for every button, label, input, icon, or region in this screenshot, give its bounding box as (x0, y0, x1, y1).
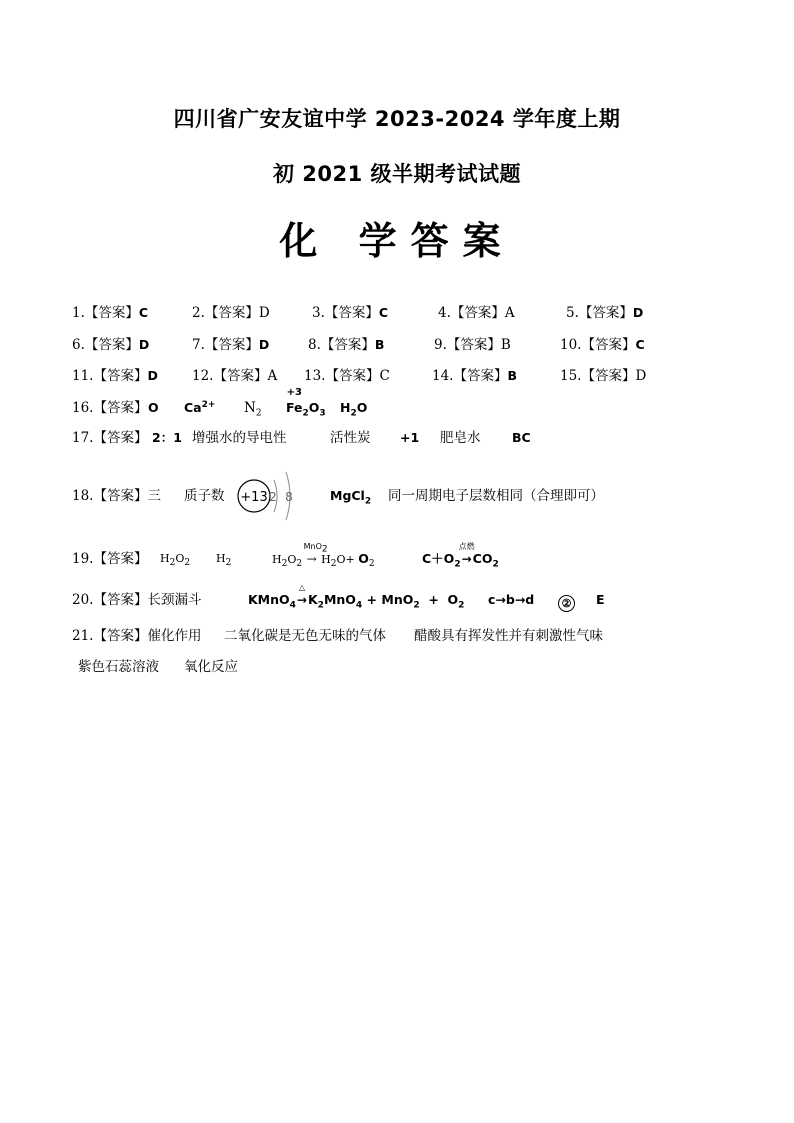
answer-sequence: c→b→d (488, 592, 535, 607)
answer-choice: BC (512, 430, 531, 445)
reaction-arrow: MnO$_2$ → (303, 542, 328, 566)
answer-compound: MgCl$_2$ (330, 488, 372, 507)
exam-title-line1: 四川省广安友谊中学 2023-2024 学年度上期 (173, 107, 621, 131)
answer-item: 6.【答案】D (72, 337, 150, 353)
question-label: 20.【答案】长颈漏斗 (72, 592, 202, 608)
answer-oxygen-symbol: O (148, 400, 159, 415)
shell1-electrons: 2 (269, 490, 277, 504)
answer-hydrogen: $H_2$ (216, 552, 232, 569)
answer-circled-number: ② (558, 591, 575, 615)
answer-hydrogen-peroxide: $H_2O_2$ (160, 552, 191, 569)
answer-iron-oxide: +3 $Fe_2O_3$ (286, 387, 326, 419)
answer-rule: 同一周期电子层数相同（合理即可） (388, 488, 604, 504)
answer-item: 13.【答案】C (304, 368, 390, 384)
question-label: 16.【答案】 (72, 400, 148, 416)
equation-permanganate: KMnO$_4$ △ $\to K_2MnO_4 + MnO_2 + O_2$ (248, 583, 465, 611)
answer-water: $H_2O$ (340, 400, 368, 419)
answer-valence: +1 (400, 430, 420, 445)
exam-title-subject: 化 学答案 (279, 219, 515, 263)
answer-co2-property: 二氧化碳是无色无味的气体 (224, 628, 386, 644)
answer-adsorbent: 活性炭 (330, 430, 371, 446)
atom-structure-diagram (236, 466, 296, 526)
answer-item: 12.【答案】A (192, 368, 278, 384)
answer-item: 3.【答案】C (312, 305, 389, 321)
answer-acetic-property: 醋酸具有挥发性并有刺激性气味 (414, 628, 603, 644)
equation-combustion: $C+O_2$ 点燃 $\to CO_2$ (422, 542, 499, 570)
answer-ratio: 2：1 (152, 430, 182, 445)
answer-proton-number: 质子数 (184, 488, 225, 504)
equation-decomposition: $H_2O_2$ MnO$_2$ → $H_2O+ O_2$ (272, 542, 375, 570)
question-label: 19.【答案】 (72, 551, 148, 567)
question-label: 21.【答案】催化作用 (72, 628, 202, 644)
answer-item: 15.【答案】D (560, 368, 647, 384)
answer-purpose: 增强水的导电性 (192, 430, 287, 446)
question-label: 18.【答案】三 (72, 488, 161, 504)
answer-item: 1.【答案】C (72, 305, 149, 321)
answer-collection-method: E (596, 592, 605, 607)
answer-item: 9.【答案】B (434, 337, 511, 353)
answer-item: 11.【答案】D (72, 368, 158, 384)
reaction-arrow: 点燃 → (458, 542, 475, 566)
answer-item: 2.【答案】D (192, 305, 270, 321)
answer-item: 8.【答案】B (308, 337, 385, 353)
exam-title-line2: 初 2021 级半期考试试题 (272, 162, 522, 186)
answer-nitrogen: $N_2$ (244, 400, 262, 419)
answer-indicator: 紫色石蕊溶液 (78, 659, 159, 675)
shell2-electrons: 8 (285, 490, 293, 504)
answer-reaction-type: 氧化反应 (184, 659, 238, 675)
answer-reagent: 肥皂水 (440, 430, 481, 446)
reaction-arrow: △ → (296, 583, 307, 607)
answer-calcium-ion: $Ca^{2+}$ (184, 399, 216, 415)
answer-item: 7.【答案】D (192, 337, 270, 353)
answer-item: 4.【答案】A (438, 305, 515, 321)
answer-item: 5.【答案】D (566, 305, 644, 321)
question-label: 17.【答案】 (72, 430, 148, 446)
answer-item: 14.【答案】B (432, 368, 518, 384)
answer-item: 10.【答案】C (560, 337, 645, 353)
nucleus-charge: +13 (240, 490, 268, 505)
